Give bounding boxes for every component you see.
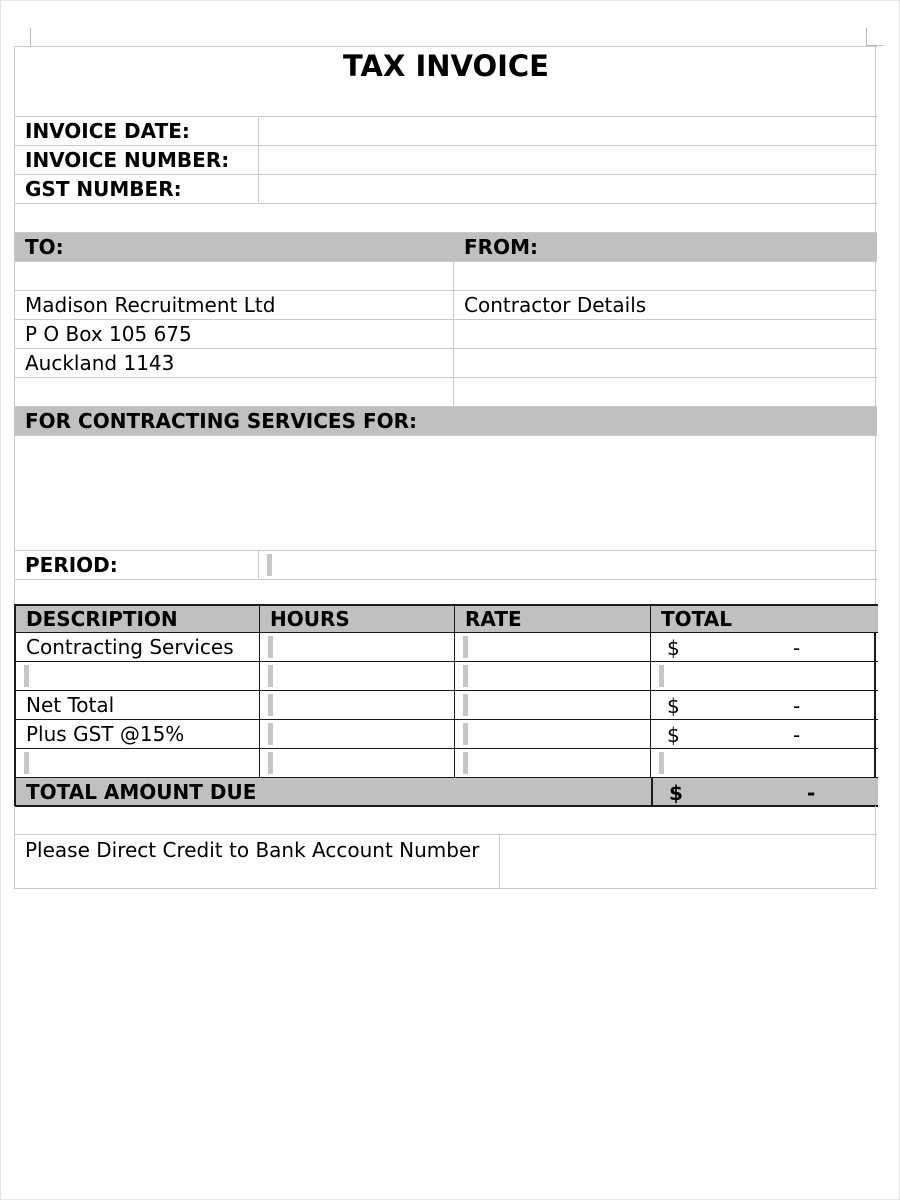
cell-marker [268,723,273,745]
gst-number-row [15,175,877,204]
row-rate[interactable] [455,749,651,777]
header-rate: RATE [455,606,651,632]
header-description: DESCRIPTION [16,606,260,632]
from-label: FROM: [464,235,538,259]
from-line [454,378,875,406]
cell-marker [24,665,29,687]
to-line: P O Box 105 675 [15,320,454,348]
cell-marker [463,665,468,687]
crop-mark-left [30,28,31,46]
to-line: Auckland 1143 [15,349,454,377]
total-amount-value [653,778,874,805]
crop-mark-right [866,28,867,46]
cell-marker [659,752,664,774]
row-description: Plus GST @15% [16,720,260,748]
spacer-row [15,204,877,233]
address-row [15,349,877,378]
row-description [16,749,260,777]
period-row [15,551,877,580]
amount: - [793,723,801,747]
address-row [15,378,877,407]
from-line [454,349,875,377]
cell-marker [268,665,273,687]
table-header-row [16,604,878,633]
cell-marker [268,752,273,774]
bank-account-value[interactable] [500,835,875,888]
spacer-row [15,806,877,835]
address-row [15,291,877,320]
total-amount-label: TOTAL AMOUNT DUE [16,778,653,805]
to-label: TO: [25,235,64,259]
amount: - [793,694,801,718]
bank-account-label: Please Direct Credit to Bank Account Number [15,835,500,888]
row-total [651,633,874,661]
table-row [16,691,878,720]
row-description: Contracting Services [16,633,260,661]
cell-marker [24,752,29,774]
amount: - [793,636,801,660]
currency-symbol: $ [667,723,680,747]
cell-marker [463,723,468,745]
to-from-header [15,233,877,262]
table-row [16,633,878,662]
cell-marker [268,694,273,716]
row-total [651,720,874,748]
row-total [651,662,874,690]
period-value[interactable] [259,551,875,579]
row-description: Net Total [16,691,260,719]
invoice-date-row [15,117,877,146]
from-line: Contractor Details [464,293,647,317]
invoice-number-label: INVOICE NUMBER: [15,146,259,174]
table-row [16,662,878,691]
cell-marker [463,636,468,658]
currency-symbol: $ [669,781,683,805]
period-label: PERIOD: [15,551,259,579]
cell-marker [268,636,273,658]
to-line: Madison Recruitment Ltd [15,291,454,319]
row-hours[interactable] [260,749,455,777]
cell-marker [463,752,468,774]
invoice-title: TAX INVOICE [343,49,549,83]
invoice-number-row [15,146,877,175]
table-row [16,720,878,749]
row-rate[interactable] [455,633,651,661]
row-total [651,749,874,777]
invoice-sheet [14,46,876,609]
from-line [454,262,875,290]
row-rate[interactable] [455,662,651,690]
currency-symbol: $ [667,636,680,660]
from-line [454,320,875,348]
row-hours[interactable] [260,662,455,690]
row-description [16,662,260,690]
services-header [15,407,877,436]
invoice-date-label: INVOICE DATE: [15,117,259,145]
bank-section [14,806,876,889]
gst-number-value[interactable] [259,175,875,203]
address-row [15,320,877,349]
row-hours[interactable] [260,633,455,661]
total-amount-row [16,778,878,807]
gst-number-label: GST NUMBER: [15,175,259,203]
invoice-number-value[interactable] [259,146,875,174]
table-row [16,749,878,778]
cell-marker [463,694,468,716]
cell-marker [659,665,664,687]
row-total [651,691,874,719]
header-total: TOTAL [661,607,732,631]
services-description-area[interactable] [15,436,877,551]
to-line [15,262,454,290]
invoice-date-value[interactable] [259,117,875,145]
line-items-table [14,604,876,807]
title-row [15,46,877,117]
row-hours[interactable] [260,691,455,719]
cell-marker [267,554,272,576]
header-hours: HOURS [260,606,455,632]
address-row [15,262,877,291]
to-line [15,378,454,406]
bank-account-row [15,835,877,889]
row-hours[interactable] [260,720,455,748]
row-rate[interactable] [455,691,651,719]
services-label: FOR CONTRACTING SERVICES FOR: [25,409,418,433]
currency-symbol: $ [667,694,680,718]
amount: - [807,781,816,805]
row-rate[interactable] [455,720,651,748]
